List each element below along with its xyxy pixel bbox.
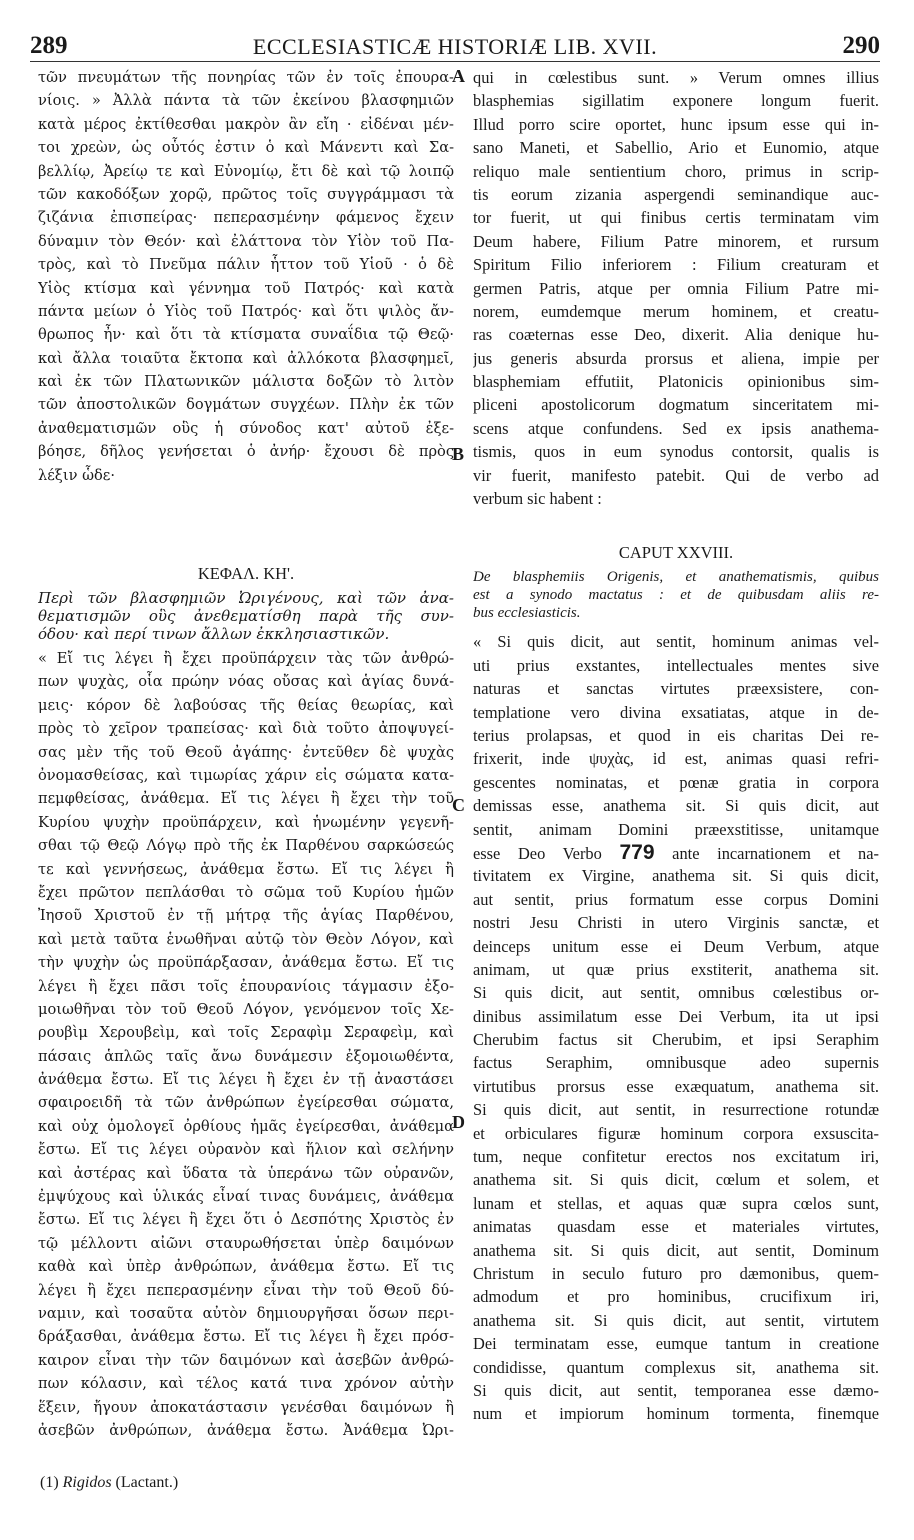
text-line: terius prolapsas, et quod in eis charitas Dei re- — [473, 725, 879, 745]
text-line: Περὶ τῶν βλασφημιῶν Ὠριγένους, καὶ τῶν ἀνα- — [38, 589, 454, 608]
text-line: όδου· καὶ περί τινων ἄλλων ἐκκλησιαστικῶν. — [38, 625, 390, 644]
text-line: τρὸς, καὶ τὸ Πνεῦμα πάλιν ἧττον τοῦ Υἱοῦ · ὁ δὲ — [38, 256, 454, 274]
text-line: verbum sic habent : — [473, 489, 602, 509]
text-line: ναμιν, καὶ τοσαῦτα αὐτὸν δημιουργῆσαι ὅσων περι- — [38, 1304, 454, 1322]
text-line: σφαιροειδῆ τὰ τῶν ἀνθρώπων ἐγείρεσθαι σώματα, — [38, 1094, 454, 1112]
text-line: factus Seraphim, omnibusque adeo supernis — [473, 1053, 879, 1073]
text-line: Illud porro scire oportet, hunc ipsum esse qui in- — [473, 114, 879, 134]
latin-chapter-heading: CAPUT XXVIII. — [618, 543, 734, 563]
text-line: jus generis absurda prorsus et aliena, impie per — [473, 348, 879, 368]
text-line: ὀνομασθείσας, καὶ τιμωρίας χάριν εἰς σώματα κατα- — [38, 766, 454, 784]
text-line: κατὰ μέρος ἐκτίθεσθαι μακρὸν ἂν εἴη · εἰδέναι μέν- — [38, 115, 454, 133]
text-line: ἔστω. Εἴ τις λέγει ἢ ἔχει ὅτι ὁ Δεσπότης Χριστὸς ἐν — [38, 1211, 454, 1229]
latin-anathematisms-continued — [473, 864, 879, 1425]
text-line: templatione vero divina exsatiatas, atque in de- — [473, 702, 879, 722]
text-line: καιρον εἶναι τὴν τῶν δαιμόνων καὶ ἀσεβῶν ἀνθρώ- — [38, 1351, 454, 1369]
margin-marker-a: A — [452, 66, 465, 86]
text-line: πάντα μείων ὁ Υἱὸς τοῦ Πατρός· καὶ ὅτι ψιλὸς ἄν- — [38, 302, 454, 320]
text-line: μοιωθῆναι τὸν τοῦ Θεοῦ Λόγον, γενόμενον τοῖς Χε- — [38, 1000, 454, 1018]
footnote-mark: (1) — [40, 1474, 59, 1491]
text-line: πων κόλασιν, καὶ τέλος κατά τινα χρόνον αὐτὴν — [38, 1375, 454, 1393]
text-line: aut sentit, prius formatum esse corpus Domini — [473, 889, 879, 909]
text-line: δράξασθαι, ἀνάθεμα ἔστω. Εἴ τις λέγει ἢ ἔχει πρόσ- — [38, 1328, 454, 1346]
text-line: num et impiorum hominum tormenta, finemque — [473, 1404, 879, 1424]
text-line: pliceni apostolicorum dogmatum sinceritatem mi- — [473, 395, 879, 415]
text-line: τῶν ἀποστολικῶν δογμάτων συγχέων. Πλὴν ἐκ τῶν — [38, 396, 454, 414]
text-line: anathema sit. Si quis dicit, aut sentit, Dominum — [473, 1240, 879, 1260]
text-line: καὶ ἄλλα τοιαῦτα ἔκτοπα καὶ ἀλλόκοτα βλασφημεῖ, — [38, 349, 454, 367]
column-number: 779 — [619, 840, 655, 864]
text-line: norem, eumdemque merum hominem, et creatu- — [473, 301, 879, 321]
text-line: τῶν πνευμάτων τῆς πονηρίας τῶν ἐν τοῖς ἐπουρα- — [38, 69, 454, 86]
text-line: ἔχει πρῶτον πεπλάσθαι τὸ σῶμα τοῦ Κυρίου ἡμῶν — [38, 883, 454, 901]
text-line: tivitatem ex Virgine, anathema sit. Si quis dicit, — [473, 866, 879, 886]
margin-marker-b: B — [452, 444, 465, 464]
text-line: De blasphemiis Origenis, et anathematismis, quibus — [473, 569, 879, 586]
text-line: sano Maneti, et Sabellio, Ario et Eunomio, atque — [473, 138, 879, 158]
text-line: tum, neque confitetur erectos nos excitatum iri, — [473, 1147, 879, 1167]
text-line: lunam et stellas, et aquas quæ supra cœlos sunt, — [473, 1193, 879, 1213]
text-line: tis eorum zizania aspergendi seminandique auc- — [473, 184, 879, 204]
text-line: λέξιν ὧδε· — [38, 466, 115, 484]
text-line: et orbiculares figuræ hominum corpora exsuscita- — [473, 1123, 879, 1143]
text-line: θεματισμῶν οὓς ἀνεθεματίσθη παρὰ τῆς συν- — [38, 607, 454, 626]
text-line: ἀναθεματισμῶν οὓς ἡ σύνοδος κατ' αὐτοῦ ἐξε- — [38, 419, 454, 437]
text-line: καὶ μετὰ ταῦτα ἑνωθῆναι αὐτῷ τὸν Θεὸν Λόγον, καὶ — [38, 930, 454, 948]
text-line: ζιζάνια ἐπισπείρας· πεπερασμένην φάμενος ἔχειν — [38, 209, 454, 227]
text-line: Κυρίου ψυχὴν προϋπάρχειν, καὶ ἡνωμένην γεγενῆ- — [38, 813, 454, 831]
greek-chapter-heading: ΚΕΦΑΛ. ΚΗ'. — [197, 564, 295, 584]
text-line: τοι χρεὼν, ὡς οὗτός ἐστιν ὁ καὶ Μάνεντι καὶ Σα- — [38, 139, 454, 157]
text-line: tor fuerit, ut qui finibus certis terminatam vim — [473, 208, 879, 228]
text-line: τῶν κακοδόξων χορῷ, πρῶτος τοῖς συγγράμμασι τὰ — [38, 185, 454, 203]
text-line: βελλίῳ, Ἀρείῳ τε καὶ Εὐνομίῳ, ἔτι δὲ καὶ τῷ λοιπῷ — [38, 162, 454, 180]
text-line: τὴν ψυχὴν ὡς προϋπάρξασαν, ἀνάθεμα ἔστω. Εἴ τις — [38, 954, 454, 972]
text-line: animam, ut quæ prius exstiterit, anathema sit. — [473, 959, 879, 979]
text-line: σθαι τῷ Θεῷ Λόγῳ πρὸ τῆς ἐκ Παρθένου σαρκώσεώς — [38, 837, 454, 855]
latin-chapter-summary — [473, 568, 879, 622]
text-line: τε καὶ γεννήσεως, ἀνάθεμα ἔστω. Εἴ τις λέγει ἢ — [38, 860, 454, 878]
text-line: βόησε, δῆλος γενήσεται ὁ ἀνήρ· ἔχουσι δὲ πρὸς — [38, 443, 454, 461]
text-line: admodum et pro hominibus, crucifixum iri, — [473, 1287, 879, 1307]
running-header — [30, 26, 880, 60]
text-line: σας μὲν τῆς τοῦ Θεοῦ ἀγάπης· ἐντεῦθεν δὲ ψυχὰς — [38, 743, 454, 761]
text-line: μεις· κόρον δὲ λαβούσας τῆς θείας θεωρίας, καὶ — [38, 696, 454, 714]
page-number-right: 290 — [842, 32, 880, 59]
text-line: πρὸς τὸ χεῖρον τραπείσας· καὶ διὰ τοῦτο ἀποψυγεί- — [38, 720, 454, 738]
text-line: δύναμιν τὸν Θεόν· καὶ ἐλάττονα τὸν Υἱὸν τοῦ Πα- — [38, 232, 454, 250]
text-line: nostri Jesu Christi in utero Virginis sanctæ, et — [473, 913, 879, 933]
text-line: τῷ μέλλοντι αἰῶνι σταυρωθήσεται ὑπὲρ δαιμόνων — [38, 1234, 454, 1252]
text-line: ἕξειν, ἤγουν ἀποκατάστασιν γενέσθαι δαιμόνων ἢ — [38, 1398, 454, 1416]
text-line: καὶ ἀστέρας καὶ ὕδατα τὰ ὑπεράνω τῶν οὐρανῶν, — [38, 1164, 454, 1182]
text-line: blasphemiam effutiit, Platonicis opinionibus sim- — [473, 372, 879, 392]
greek-intro-paragraph — [38, 66, 454, 487]
text-line: πάσαις ἁπλῶς ταῖς ἄνω δυνάμεσιν ἐξομοιωθέντα, — [38, 1047, 454, 1065]
text-line: « Εἴ τις λέγει ἢ ἔχει προϋπάρχειν τὰς τῶν ἀνθρώ- — [38, 650, 454, 668]
text-line: καὶ ἐκ τῶν Πλατωνικῶν μάλιστα δοξῶν τὸ λιτὸν — [38, 373, 454, 391]
text-line: Si quis dicit, aut sentit, in resurrectione rotundæ — [473, 1100, 879, 1120]
text-line: animatas quasdam esse et materiales virtutes, — [473, 1217, 879, 1237]
footnote-source: (Lactant.) — [115, 1474, 179, 1491]
text-line: blasphemias sigillatim exponere longum fuerit. — [473, 91, 879, 111]
text-line: ἀσεβῶν ἀνθρώπων, ἀνάθεμα ἔστω. Ἀνάθεμα Ὠρι- — [38, 1421, 454, 1439]
text-line: condidisse, quantum complexus sit, anathema sit. — [473, 1357, 879, 1377]
text-line: germen Patris, atque per omnia Filium Patre mi- — [473, 278, 879, 298]
page-number-left: 289 — [30, 32, 68, 59]
text-line: καθὰ καὶ ὑπὲρ ἀνθρώπων, ἀνάθεμα ἔστω. Εἴ τις — [38, 1258, 454, 1276]
text-line: sentit, animam Domini præexstitisse, unitamque — [473, 819, 879, 839]
text-line: Spiritum Filio inferiorem : Filium creaturam et — [473, 255, 879, 275]
running-title: ECCLESIASTICÆ HISTORIÆ LIB. XVII. — [252, 34, 658, 59]
text-line: Ἰησοῦ Χριστοῦ ἐν τῇ μήτρᾳ τῆς ἁγίας Παρθένου, — [38, 907, 454, 925]
text-line: ἔστω. Εἴ τις λέγει οὐρανὸν καὶ ἥλιον καὶ σελήνην — [38, 1141, 454, 1159]
text-line: Υἱὸς κτίσμα καὶ γέννημα τοῦ Πατρός· καὶ κατὰ — [38, 279, 454, 297]
text-line: νίοις. » Ἀλλὰ πάντα τὰ τῶν ἐκείνου βλασφημιῶν — [38, 92, 454, 110]
text-line: Cherubim factus sit Cherubim, et ipsi Seraphim — [473, 1030, 879, 1050]
margin-marker-c: C — [452, 795, 465, 815]
text-line: θρωπος ἦν· καὶ ὅτι τὰ κτίσματα συναΐδια τῷ Θεῷ· — [38, 326, 454, 344]
text-line: λέγει ἢ ἔχει πεπερασμένην εἶναι τὴν τοῦ Θεοῦ δύ- — [38, 1281, 454, 1299]
latin-anathematisms-text — [473, 630, 879, 841]
latin-intro-paragraph — [473, 66, 879, 510]
text-line: Si quis dicit, aut sentit, temporanea esse dæmo- — [473, 1380, 879, 1400]
text-line: dinibus assimilatum esse Dei Verbum, ita ut ipsi — [473, 1006, 879, 1026]
text-line: anathema sit. Si quis dicit, cœlum et solem, et — [473, 1170, 879, 1190]
latin-line-with-column-number: esse Deo Verbo 779 ante incarnationem et na- — [473, 840, 879, 864]
text-line: deinceps unitum esse ei Deum Verbum, atque — [473, 936, 879, 956]
greek-chapter-summary — [38, 589, 454, 643]
text-line: Si quis dicit, aut sentit, omnibus cœlestibus or- — [473, 983, 879, 1003]
text-line: πεμφθείσας, ἀνάθεμα. Εἴ τις λέγει ἢ ἔχει τὴν τοῦ — [38, 790, 454, 808]
text-line: λέγει ἢ ἔχει πᾶσι τοῖς ἐπουρανίοις τάγμασιν ἐξο- — [38, 977, 454, 995]
text-line: frixerit, inde ψυχὰς, id est, animas quasi refri- — [473, 749, 879, 769]
text-line: καὶ οὐχ ὁμολογεῖ ὀρθίους ἡμᾶς ἐγείρεσθαι, ἀνάθεμα — [38, 1117, 454, 1135]
text-line: reliquo male sentientium choro, primus in scrip- — [473, 161, 879, 181]
text-line: naturas et sanctas virtutes præexsistere, con- — [473, 679, 879, 699]
text-line: demissas esse, anathema sit. Si quis dicit, aut — [473, 796, 879, 816]
text-line: πων ψυχὰς, οἷα πρώην νόας οὔσας καὶ ἁγίας δυνά- — [38, 673, 454, 691]
latin-column — [473, 66, 879, 1426]
text-line: qui in cœlestibus sunt. » Verum omnes illius — [473, 68, 879, 87]
text-line: gescentes nominatas, et pœnæ gratia in corpora — [473, 772, 879, 792]
footnote-word: Rigidos — [62, 1474, 112, 1491]
text-line: ἐμψύχους καὶ ὑλικάς εἶναί τινας δυνάμεις, ἀνάθεμα — [38, 1188, 454, 1206]
text-line: scens atque confundens. Sed ex ipsis anathema- — [473, 418, 879, 438]
text-line: ἀνάθεμα ἔστω. Εἴ τις λέγει ἢ ἔχει ἐν τῇ ἀναστάσει — [38, 1071, 454, 1089]
footnote — [40, 1474, 178, 1492]
text-line: ρουβὶμ Χερουβεὶμ, καὶ τοῖς Σεραφὶμ Σεραφεὶμ, καὶ — [38, 1024, 454, 1042]
text-line: Dei terminatam esse, eumque tantum in creatione — [473, 1334, 879, 1354]
text-line: Deum habere, Filium Patre minorem, et rursum — [473, 231, 879, 251]
text-line: ras coæternas esse Deo, dixerit. Alia denique hu- — [473, 325, 879, 345]
greek-anathematisms-text — [38, 647, 454, 1442]
text-line: virtutibus prorsus esse exæquatum, anathema sit. — [473, 1076, 879, 1096]
header-rule — [30, 61, 880, 62]
margin-marker-d: D — [452, 1112, 465, 1132]
greek-column — [38, 66, 454, 1442]
text-line: est a synodo mactatus : et de quibusdam aliis re- — [473, 587, 879, 604]
text-line: bus ecclesiasticis. — [473, 605, 581, 622]
text-line: « Si quis dicit, aut sentit, hominum animas vel- — [473, 632, 879, 652]
text-line: vir fuerit, manifesto patebit. Qui de verbo ad — [473, 465, 879, 485]
text-line: uti prius exstantes, intellectuales mentes sive — [473, 655, 879, 675]
text-line: anathema sit. Si quis dicit, aut sentit, virtutem — [473, 1310, 879, 1330]
text-line: Christum in seculo futuro pro dæmonibus, quem- — [473, 1263, 879, 1283]
text-line: tismis, quos in eum synodus contorsit, qualis is — [473, 442, 879, 462]
